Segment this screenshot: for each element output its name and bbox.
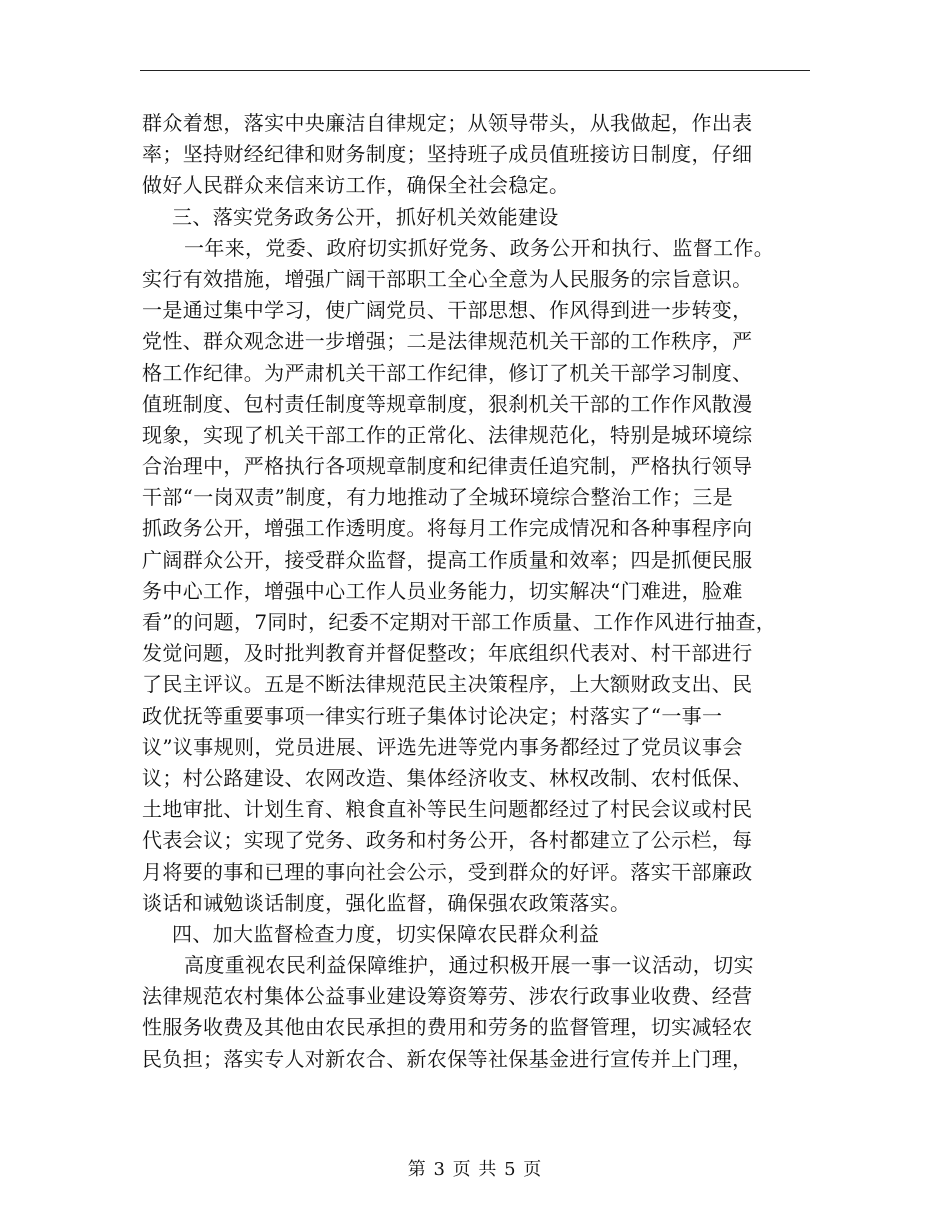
page-number-footer: 第 3 页 共 5 页 bbox=[407, 1159, 543, 1180]
text-line: 看”的问题，7同时，纪委不定期对干部工作质量、工作作风进行抽查， bbox=[142, 610, 777, 634]
text-line: 法律规范农村集体公益事业建设筹资筹劳、涉农行政事业收费、经营 bbox=[142, 984, 753, 1009]
text-line: 议”议事规则，党员进展、评选先进等党内事务都经过了党员议事会 bbox=[142, 734, 743, 759]
text-line: 抓政务公开，增强工作透明度。将每月工作完成情况和各种事程序向 bbox=[142, 516, 753, 541]
text-line: 发觉问题，及时批判教育并督促整改；年底组织代表对、村干部进行 bbox=[142, 641, 753, 666]
text-line: 谈话和诫勉谈话制度，强化监督，确保强农政策落实。 bbox=[142, 890, 631, 915]
text-line: 土地审批、计划生育、粮食直补等民生问题都经过了村民会议或村民 bbox=[142, 797, 753, 822]
text-line: 广阔群众公开，接受群众监督，提高工作质量和效率；四是抓便民服 bbox=[142, 547, 753, 572]
text-line: 实行有效措施，增强广阔干部职工全心全意为人民服务的宗旨意识。 bbox=[142, 266, 753, 291]
text-line: 做好人民群众来信来访工作，确保全社会稳定。 bbox=[142, 173, 570, 198]
text-line: 一是通过集中学习，使广阔党员、干部思想、作风得到进一步转变， bbox=[142, 298, 753, 323]
text-line: 值班制度、包村责任制度等规章制度，狠刹机关干部的工作作风散漫 bbox=[142, 391, 753, 416]
text-line: 性服务收费及其他由农民承担的费用和劳务的监督管理，切实减轻农 bbox=[142, 1015, 753, 1040]
section-heading: 三、落实党务政务公开，抓好机关效能建设 bbox=[172, 204, 559, 229]
text-line: 干部“一岗双责”制度，有力地推动了全城环境综合整治工作；三是 bbox=[142, 485, 733, 510]
text-line: 了民主评议。五是不断法律规范民主决策程序，上大额财政支出、民 bbox=[142, 672, 753, 697]
text-line: 格工作纪律。为严肃机关干部工作纪律，修订了机关干部学习制度、 bbox=[142, 360, 753, 385]
text-line: 率；坚持财经纪律和财务制度；坚持班子成员值班接访日制度，仔细 bbox=[142, 142, 753, 167]
text-line: 党性、群众观念进一步增强；二是法律规范机关干部的工作秩序，严 bbox=[142, 329, 753, 354]
section-heading: 四、加大监督检查力度，切实保障农民群众利益 bbox=[172, 921, 600, 946]
text-line: 月将要的事和已理的事向社会公示，受到群众的好评。落实干部廉政 bbox=[142, 859, 753, 884]
text-line: 务中心工作，增强中心工作人员业务能力，切实解决“门难进，脸难 bbox=[142, 578, 743, 603]
text-line: 高度重视农民利益保障维护，通过积极开展一事一议活动，切实 bbox=[184, 953, 754, 978]
text-line: 政优抚等重要事项一律实行班子集体讨论决定；村落实了“一事一 bbox=[142, 703, 723, 728]
text-line: 民负担；落实专人对新农合、新农保等社保基金进行宣传并上门理， bbox=[142, 1046, 753, 1071]
text-line: 合治理中，严格执行各项规章制度和纪律责任追究制，严格执行领导 bbox=[142, 454, 753, 479]
text-line: 议；村公路建设、农网改造、集体经济收支、林权改制、农村低保、 bbox=[142, 765, 753, 790]
text-line: 一年来，党委、政府切实抓好党务、政务公开和执行、监督工作。 bbox=[184, 235, 775, 260]
text-line: 群众着想，落实中央廉洁自律规定；从领导带头，从我做起，作出表 bbox=[142, 111, 753, 135]
text-line: 代表会议；实现了党务、政务和村务公开，各村都建立了公示栏，每 bbox=[142, 828, 753, 853]
header-rule bbox=[140, 70, 810, 71]
text-line: 现象，实现了机关干部工作的正常化、法律规范化，特别是城环境综 bbox=[142, 422, 753, 447]
document-body bbox=[142, 108, 832, 1075]
